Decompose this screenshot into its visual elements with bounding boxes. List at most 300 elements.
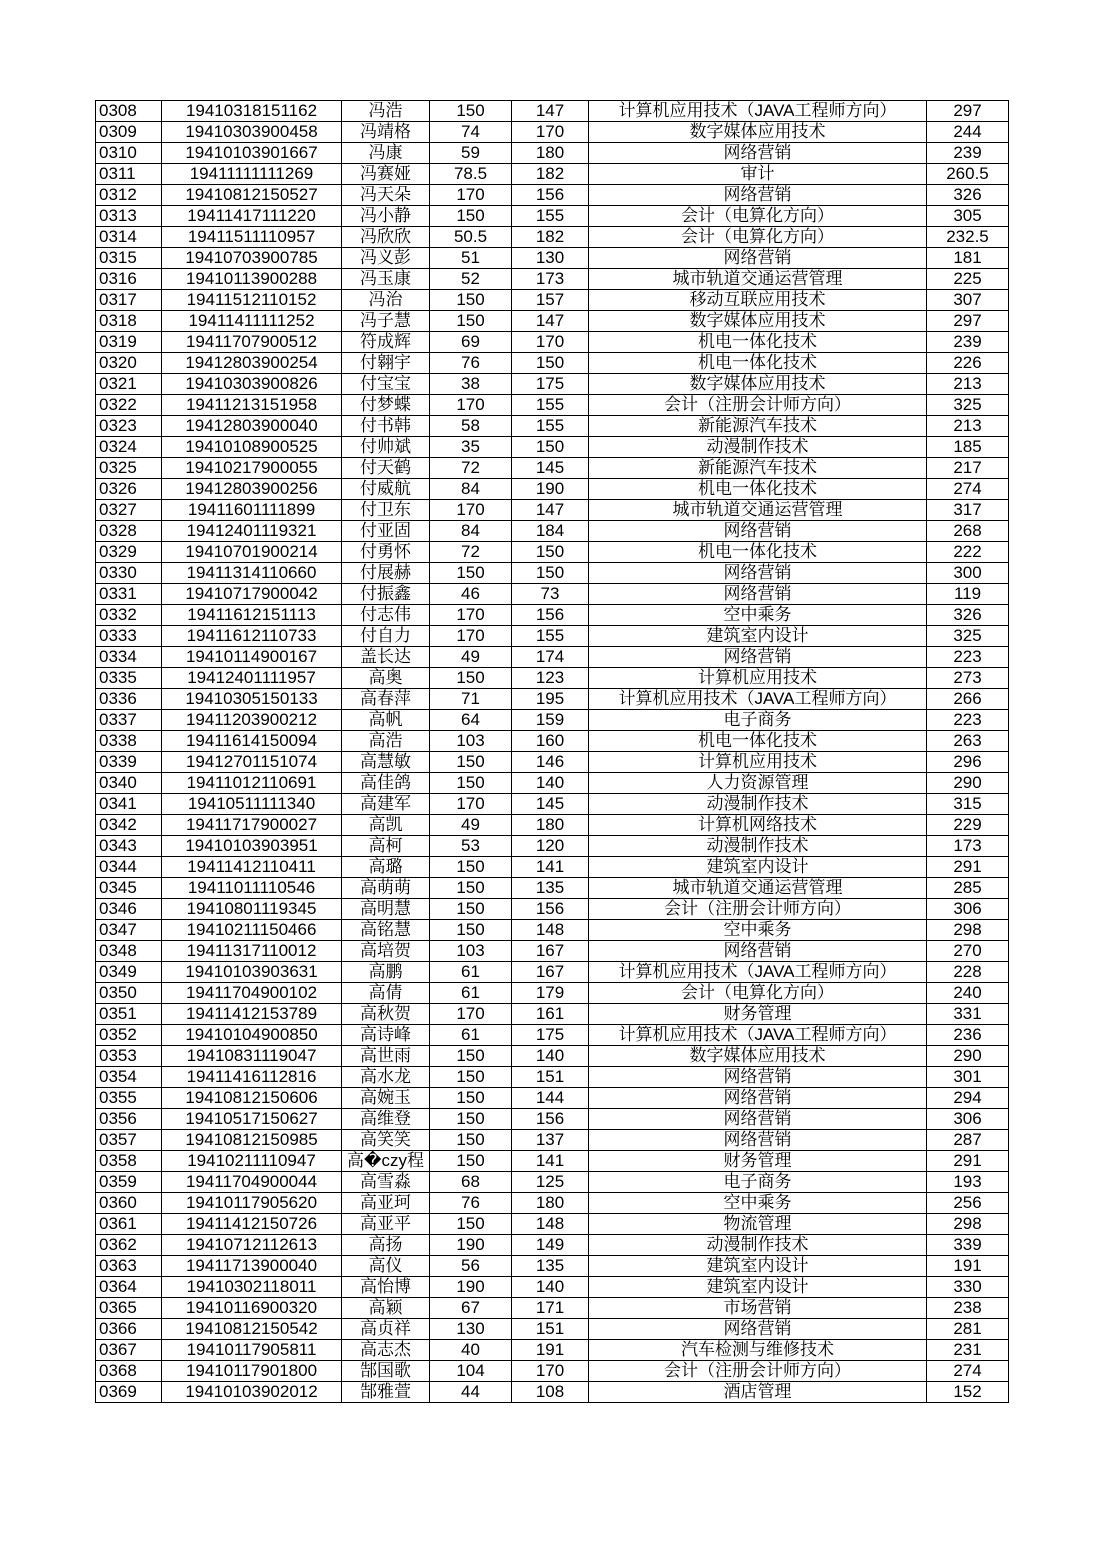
major-cell: 网络营销 [589,647,927,668]
major-cell: 城市轨道交通运营管理 [589,878,927,899]
exam-id-cell: 19412803900040 [162,416,342,437]
total-cell: 226 [927,353,1009,374]
major-cell: 移动互联应用技术 [589,290,927,311]
table-row [96,1214,1009,1235]
seq-cell: 0364 [96,1277,162,1298]
total-cell: 273 [927,668,1009,689]
major-cell: 会计（电算化方向） [589,983,927,1004]
name-cell: 高亚珂 [342,1193,430,1214]
table-row [96,731,1009,752]
score-a-cell: 84 [430,479,512,500]
total-cell: 222 [927,542,1009,563]
score-a-cell: 49 [430,815,512,836]
seq-cell: 0359 [96,1172,162,1193]
seq-cell: 0327 [96,500,162,521]
total-cell: 291 [927,1151,1009,1172]
major-cell: 数字媒体应用技术 [589,374,927,395]
total-cell: 191 [927,1256,1009,1277]
seq-cell: 0332 [96,605,162,626]
score-a-cell: 46 [430,584,512,605]
name-cell: 高世雨 [342,1046,430,1067]
major-cell: 计算机应用技术 [589,668,927,689]
name-cell: 高笑笑 [342,1130,430,1151]
seq-cell: 0317 [96,290,162,311]
score-b-cell: 173 [512,269,589,290]
seq-cell: 0366 [96,1319,162,1340]
name-cell: 冯欣欣 [342,227,430,248]
name-cell: 郜国歌 [342,1361,430,1382]
exam-id-cell: 19410302118011 [162,1277,342,1298]
table-row [96,563,1009,584]
score-b-cell: 73 [512,584,589,605]
total-cell: 339 [927,1235,1009,1256]
total-cell: 317 [927,500,1009,521]
table-row [96,1382,1009,1403]
name-cell: 高仪 [342,1256,430,1277]
seq-cell: 0311 [96,164,162,185]
major-cell: 机电一体化技术 [589,332,927,353]
major-cell: 机电一体化技术 [589,479,927,500]
exam-id-cell: 19410103903951 [162,836,342,857]
table-row [96,1088,1009,1109]
seq-cell: 0343 [96,836,162,857]
seq-cell: 0354 [96,1067,162,1088]
major-cell: 计算机应用技术（JAVA工程师方向） [589,689,927,710]
name-cell: 高璐 [342,857,430,878]
exam-id-cell: 19411511110957 [162,227,342,248]
score-b-cell: 145 [512,794,589,815]
total-cell: 297 [927,311,1009,332]
score-a-cell: 150 [430,1046,512,1067]
score-b-cell: 123 [512,668,589,689]
seq-cell: 0324 [96,437,162,458]
major-cell: 网络营销 [589,1319,927,1340]
total-cell: 268 [927,521,1009,542]
name-cell: 高凯 [342,815,430,836]
score-a-cell: 150 [430,563,512,584]
score-b-cell: 144 [512,1088,589,1109]
seq-cell: 0331 [96,584,162,605]
exam-id-cell: 19410303900826 [162,374,342,395]
exam-id-cell: 19410717900042 [162,584,342,605]
major-cell: 酒店管理 [589,1382,927,1403]
seq-cell: 0312 [96,185,162,206]
name-cell: 高扬 [342,1235,430,1256]
name-cell: 高萌萌 [342,878,430,899]
major-cell: 机电一体化技术 [589,542,927,563]
total-cell: 326 [927,605,1009,626]
score-b-cell: 148 [512,1214,589,1235]
table-row [96,1319,1009,1340]
total-cell: 260.5 [927,164,1009,185]
name-cell: 冯治 [342,290,430,311]
score-a-cell: 103 [430,941,512,962]
total-cell: 173 [927,836,1009,857]
exam-id-cell: 19411012110691 [162,773,342,794]
table-row [96,437,1009,458]
name-cell: 付翱宇 [342,353,430,374]
score-b-cell: 130 [512,248,589,269]
exam-id-cell: 19410703900785 [162,248,342,269]
name-cell: 高亚平 [342,1214,430,1235]
total-cell: 290 [927,1046,1009,1067]
score-a-cell: 84 [430,521,512,542]
score-a-cell: 72 [430,542,512,563]
score-a-cell: 150 [430,101,512,122]
name-cell: 冯玉康 [342,269,430,290]
total-cell: 152 [927,1382,1009,1403]
score-b-cell: 182 [512,164,589,185]
major-cell: 城市轨道交通运营管理 [589,269,927,290]
score-b-cell: 151 [512,1319,589,1340]
score-a-cell: 58 [430,416,512,437]
major-cell: 计算机应用技术（JAVA工程师方向） [589,962,927,983]
score-a-cell: 49 [430,647,512,668]
major-cell: 人力资源管理 [589,773,927,794]
total-cell: 193 [927,1172,1009,1193]
seq-cell: 0319 [96,332,162,353]
exam-id-cell: 19410217900055 [162,458,342,479]
seq-cell: 0346 [96,899,162,920]
seq-cell: 0313 [96,206,162,227]
table-row [96,1025,1009,1046]
seq-cell: 0367 [96,1340,162,1361]
table-row [96,1109,1009,1130]
score-a-cell: 50.5 [430,227,512,248]
total-cell: 223 [927,710,1009,731]
exam-id-cell: 19411612110733 [162,626,342,647]
table-row [96,206,1009,227]
seq-cell: 0362 [96,1235,162,1256]
exam-id-cell: 19411612151113 [162,605,342,626]
seq-cell: 0336 [96,689,162,710]
table-row [96,1298,1009,1319]
name-cell: 高建军 [342,794,430,815]
score-a-cell: 35 [430,437,512,458]
name-cell: 高佳鸽 [342,773,430,794]
exam-id-cell: 19411417111220 [162,206,342,227]
name-cell: 冯义彭 [342,248,430,269]
seq-cell: 0356 [96,1109,162,1130]
score-b-cell: 179 [512,983,589,1004]
exam-id-cell: 19410117905811 [162,1340,342,1361]
total-cell: 266 [927,689,1009,710]
total-cell: 119 [927,584,1009,605]
score-b-cell: 155 [512,206,589,227]
score-b-cell: 135 [512,1256,589,1277]
score-b-cell: 147 [512,311,589,332]
seq-cell: 0347 [96,920,162,941]
major-cell: 新能源汽车技术 [589,416,927,437]
score-a-cell: 150 [430,752,512,773]
exam-id-cell: 19410116900320 [162,1298,342,1319]
seq-cell: 0330 [96,563,162,584]
seq-cell: 0322 [96,395,162,416]
score-a-cell: 61 [430,1025,512,1046]
major-cell: 网络营销 [589,584,927,605]
name-cell: 付自力 [342,626,430,647]
name-cell: 冯浩 [342,101,430,122]
total-cell: 181 [927,248,1009,269]
major-cell: 计算机应用技术 [589,752,927,773]
score-b-cell: 156 [512,1109,589,1130]
table-row [96,878,1009,899]
major-cell: 网络营销 [589,1067,927,1088]
total-cell: 213 [927,416,1009,437]
table-row [96,1256,1009,1277]
exam-id-cell: 19411512110152 [162,290,342,311]
score-a-cell: 190 [430,1235,512,1256]
exam-id-cell: 19410117905620 [162,1193,342,1214]
score-b-cell: 151 [512,1067,589,1088]
major-cell: 网络营销 [589,521,927,542]
major-cell: 财务管理 [589,1004,927,1025]
seq-cell: 0341 [96,794,162,815]
exam-id-cell: 19411713900040 [162,1256,342,1277]
score-b-cell: 167 [512,941,589,962]
score-a-cell: 61 [430,983,512,1004]
seq-cell: 0326 [96,479,162,500]
seq-cell: 0351 [96,1004,162,1025]
score-b-cell: 175 [512,374,589,395]
name-cell: 高帆 [342,710,430,731]
total-cell: 240 [927,983,1009,1004]
exam-id-cell: 19411314110660 [162,563,342,584]
total-cell: 274 [927,1361,1009,1382]
score-b-cell: 141 [512,1151,589,1172]
name-cell: 高雪淼 [342,1172,430,1193]
exam-id-cell: 19412401119321 [162,521,342,542]
exam-id-cell: 19410211150466 [162,920,342,941]
score-a-cell: 53 [430,836,512,857]
score-b-cell: 125 [512,1172,589,1193]
exam-id-cell: 19411203900212 [162,710,342,731]
seq-cell: 0310 [96,143,162,164]
score-a-cell: 59 [430,143,512,164]
major-cell: 空中乘务 [589,1193,927,1214]
score-b-cell: 167 [512,962,589,983]
name-cell: 高奥 [342,668,430,689]
major-cell: 数字媒体应用技术 [589,1046,927,1067]
name-cell: 付振鑫 [342,584,430,605]
score-a-cell: 150 [430,920,512,941]
table-row [96,1172,1009,1193]
table-row [96,101,1009,122]
name-cell: 高怡博 [342,1277,430,1298]
seq-cell: 0334 [96,647,162,668]
table-row [96,227,1009,248]
score-a-cell: 69 [430,332,512,353]
exam-id-cell: 19410103901667 [162,143,342,164]
name-cell: 高倩 [342,983,430,1004]
score-b-cell: 191 [512,1340,589,1361]
major-cell: 新能源汽车技术 [589,458,927,479]
seq-cell: 0368 [96,1361,162,1382]
total-cell: 297 [927,101,1009,122]
total-cell: 274 [927,479,1009,500]
score-b-cell: 170 [512,332,589,353]
name-cell: 高培贺 [342,941,430,962]
score-b-cell: 160 [512,731,589,752]
score-a-cell: 38 [430,374,512,395]
total-cell: 270 [927,941,1009,962]
major-cell: 网络营销 [589,185,927,206]
score-b-cell: 174 [512,647,589,668]
table-row [96,752,1009,773]
score-b-cell: 137 [512,1130,589,1151]
major-cell: 财务管理 [589,1151,927,1172]
major-cell: 网络营销 [589,248,927,269]
seq-cell: 0325 [96,458,162,479]
major-cell: 建筑室内设计 [589,626,927,647]
table-row [96,773,1009,794]
table-row [96,983,1009,1004]
name-cell: 付志伟 [342,605,430,626]
table-row [96,647,1009,668]
total-cell: 326 [927,185,1009,206]
exam-id-cell: 19410303900458 [162,122,342,143]
major-cell: 建筑室内设计 [589,1256,927,1277]
major-cell: 建筑室内设计 [589,857,927,878]
seq-cell: 0321 [96,374,162,395]
exam-id-cell: 19410305150133 [162,689,342,710]
total-cell: 300 [927,563,1009,584]
total-cell: 236 [927,1025,1009,1046]
name-cell: 高鹏 [342,962,430,983]
table-row [96,542,1009,563]
score-a-cell: 150 [430,1067,512,1088]
exam-id-cell: 19411111111269 [162,164,342,185]
exam-id-cell: 19411412150726 [162,1214,342,1235]
score-a-cell: 170 [430,1004,512,1025]
total-cell: 306 [927,1109,1009,1130]
seq-cell: 0355 [96,1088,162,1109]
total-cell: 298 [927,920,1009,941]
score-a-cell: 56 [430,1256,512,1277]
score-a-cell: 170 [430,605,512,626]
table-row [96,458,1009,479]
name-cell: 高婉玉 [342,1088,430,1109]
seq-cell: 0314 [96,227,162,248]
total-cell: 228 [927,962,1009,983]
score-b-cell: 150 [512,563,589,584]
exam-id-cell: 19411411111252 [162,311,342,332]
name-cell: 付展赫 [342,563,430,584]
exam-id-cell: 19410517150627 [162,1109,342,1130]
seq-cell: 0365 [96,1298,162,1319]
exam-id-cell: 19411704900102 [162,983,342,1004]
major-cell: 物流管理 [589,1214,927,1235]
seq-cell: 0339 [96,752,162,773]
major-cell: 计算机网络技术 [589,815,927,836]
table-row [96,374,1009,395]
total-cell: 239 [927,143,1009,164]
table-row [96,584,1009,605]
table-row [96,1004,1009,1025]
name-cell: 冯康 [342,143,430,164]
table-row [96,122,1009,143]
score-b-cell: 140 [512,1046,589,1067]
exam-id-cell: 19410104900850 [162,1025,342,1046]
score-a-cell: 190 [430,1277,512,1298]
score-a-cell: 67 [430,1298,512,1319]
table-row [96,941,1009,962]
score-a-cell: 40 [430,1340,512,1361]
exam-id-cell: 19411317110012 [162,941,342,962]
table-row [96,311,1009,332]
major-cell: 会计（注册会计师方向） [589,899,927,920]
total-cell: 285 [927,878,1009,899]
name-cell: 高铭慧 [342,920,430,941]
seq-cell: 0358 [96,1151,162,1172]
total-cell: 315 [927,794,1009,815]
seq-cell: 0348 [96,941,162,962]
major-cell: 计算机应用技术（JAVA工程师方向） [589,101,927,122]
table-row [96,143,1009,164]
exam-id-cell: 19410812150985 [162,1130,342,1151]
major-cell: 数字媒体应用技术 [589,311,927,332]
score-b-cell: 148 [512,920,589,941]
major-cell: 电子商务 [589,710,927,731]
major-cell: 空中乘务 [589,920,927,941]
table-row [96,1193,1009,1214]
table-row [96,1361,1009,1382]
score-b-cell: 156 [512,185,589,206]
table-row [96,416,1009,437]
total-cell: 306 [927,899,1009,920]
score-a-cell: 150 [430,878,512,899]
total-cell: 298 [927,1214,1009,1235]
total-cell: 225 [927,269,1009,290]
score-a-cell: 150 [430,290,512,311]
exam-id-cell: 19410812150542 [162,1319,342,1340]
total-cell: 223 [927,647,1009,668]
major-cell: 城市轨道交通运营管理 [589,500,927,521]
table-row [96,899,1009,920]
exam-id-cell: 19410812150527 [162,185,342,206]
major-cell: 计算机应用技术（JAVA工程师方向） [589,1025,927,1046]
total-cell: 291 [927,857,1009,878]
name-cell: 高慧敏 [342,752,430,773]
exam-id-cell: 19410103902012 [162,1382,342,1403]
table-row [96,395,1009,416]
table-row [96,290,1009,311]
table-row [96,1130,1009,1151]
name-cell: 付宝宝 [342,374,430,395]
major-cell: 建筑室内设计 [589,1277,927,1298]
name-cell: 高维登 [342,1109,430,1130]
score-a-cell: 170 [430,185,512,206]
score-a-cell: 150 [430,311,512,332]
exam-id-cell: 19411717900027 [162,815,342,836]
score-b-cell: 150 [512,437,589,458]
major-cell: 网络营销 [589,143,927,164]
name-cell: 高柯 [342,836,430,857]
seq-cell: 0353 [96,1046,162,1067]
exam-id-cell: 19410113900288 [162,269,342,290]
name-cell: 冯子慧 [342,311,430,332]
name-cell: 付天鹤 [342,458,430,479]
name-cell: 冯天朵 [342,185,430,206]
name-cell: 高浩 [342,731,430,752]
name-cell: 冯赛娅 [342,164,430,185]
table-row [96,920,1009,941]
table-row [96,1151,1009,1172]
score-b-cell: 180 [512,143,589,164]
seq-cell: 0318 [96,311,162,332]
score-b-cell: 146 [512,752,589,773]
table-row [96,1277,1009,1298]
